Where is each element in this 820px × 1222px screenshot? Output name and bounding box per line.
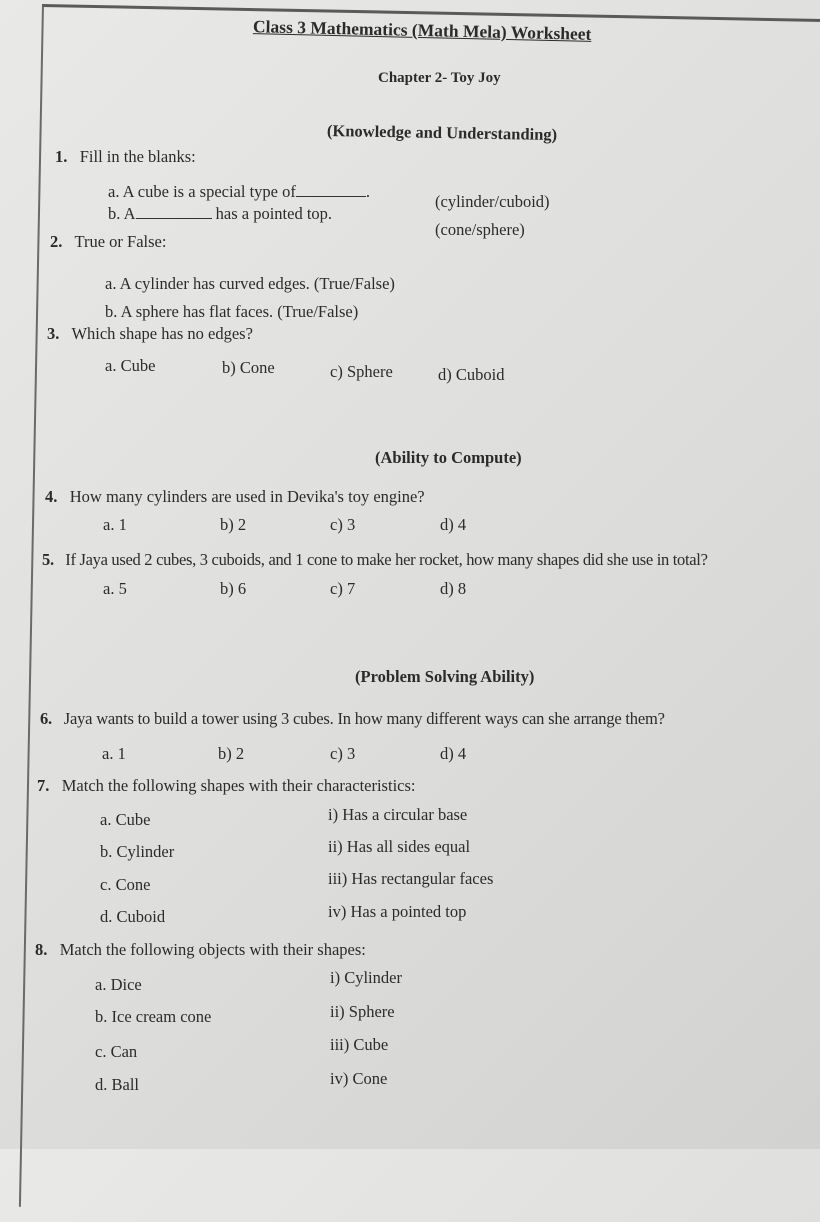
question-number: 7. xyxy=(37,776,50,795)
question-3 xyxy=(47,324,253,344)
question-6 xyxy=(40,709,665,729)
q2-part-b: b. A sphere has flat faces. (True/False) xyxy=(105,302,359,321)
chapter-title: Chapter 2- Toy Joy xyxy=(378,70,501,86)
match-right: iii) Has rectangular faces xyxy=(328,869,494,888)
q1-part-a xyxy=(108,182,370,202)
option: c) 3 xyxy=(330,744,356,763)
question-number: 5. xyxy=(42,550,54,569)
q1-b-hint: (cone/sphere) xyxy=(435,220,525,239)
question-number: 4. xyxy=(45,487,58,506)
answer-blank[interactable] xyxy=(296,182,366,197)
text: b. A xyxy=(108,204,136,223)
text: has a pointed top. xyxy=(215,204,333,223)
match-right: i) Cylinder xyxy=(330,968,402,987)
match-right: iv) Cone xyxy=(330,1069,388,1088)
option: c) 3 xyxy=(330,515,356,534)
match-left: b. Ice cream cone xyxy=(95,1007,212,1026)
option: b) 2 xyxy=(220,515,247,534)
match-left: a. Dice xyxy=(95,975,142,994)
question-1 xyxy=(55,147,196,167)
question-text: Jaya wants to build a tower using 3 cubes. In how many different ways can she arrange them? xyxy=(63,709,665,728)
worksheet-title: Class 3 Mathematics (Math Mela) Worksheet xyxy=(252,16,592,44)
option: d) 8 xyxy=(440,579,467,598)
option: c) 7 xyxy=(330,579,356,598)
match-left: c. Can xyxy=(95,1042,138,1061)
option: a. 5 xyxy=(103,579,127,598)
question-text: If Jaya used 2 cubes, 3 cuboids, and 1 cone to make her rocket, how many shapes did she use in total? xyxy=(65,550,708,569)
section-heading: (Problem Solving Ability) xyxy=(355,667,535,686)
question-text: How many cylinders are used in Devika's toy engine? xyxy=(69,487,425,506)
q1-part-b xyxy=(108,204,332,224)
match-right: i) Has a circular base xyxy=(328,805,468,824)
option: a. Cube xyxy=(105,356,156,375)
match-left: d. Ball xyxy=(95,1075,139,1094)
section-heading: (Knowledge and Understanding) xyxy=(326,120,558,145)
option: d) 4 xyxy=(440,744,467,763)
answer-blank[interactable] xyxy=(136,204,212,219)
text: . xyxy=(365,182,370,201)
text: a. A cube is a special type of xyxy=(108,182,296,201)
match-left: c. Cone xyxy=(100,875,151,894)
question-7 xyxy=(37,776,415,796)
question-number: 8. xyxy=(35,940,48,959)
option: a. 1 xyxy=(102,744,126,763)
match-left: b. Cylinder xyxy=(100,842,175,861)
option: b) 6 xyxy=(220,579,247,598)
q2-part-a: a. A cylinder has curved edges. (True/False) xyxy=(105,274,395,293)
match-right: ii) Sphere xyxy=(330,1002,395,1021)
match-left: a. Cube xyxy=(100,810,151,829)
match-right: iii) Cube xyxy=(330,1035,389,1054)
question-number: 2. xyxy=(50,232,63,251)
option: c) Sphere xyxy=(330,362,393,381)
section-heading: (Ability to Compute) xyxy=(375,448,522,467)
option: d) 4 xyxy=(440,515,467,534)
option: d) Cuboid xyxy=(438,365,505,384)
question-text: True or False: xyxy=(74,232,167,251)
match-left: d. Cuboid xyxy=(100,907,166,926)
question-5 xyxy=(42,550,708,570)
option: b) 2 xyxy=(218,744,245,763)
question-text: Match the following shapes with their characteristics: xyxy=(61,776,416,795)
question-8 xyxy=(35,940,366,960)
match-right: iv) Has a pointed top xyxy=(328,902,467,921)
question-number: 1. xyxy=(55,147,68,166)
match-right: ii) Has all sides equal xyxy=(328,837,471,856)
question-4 xyxy=(45,487,425,507)
question-number: 3. xyxy=(47,324,60,343)
option: b) Cone xyxy=(222,358,275,377)
question-text: Match the following objects with their shapes: xyxy=(59,940,366,959)
question-text: Fill in the blanks: xyxy=(79,147,196,166)
question-number: 6. xyxy=(40,709,52,728)
question-2 xyxy=(50,232,166,252)
q1-a-hint: (cylinder/cuboid) xyxy=(435,192,550,211)
option: a. 1 xyxy=(103,515,127,534)
question-text: Which shape has no edges? xyxy=(71,324,253,343)
